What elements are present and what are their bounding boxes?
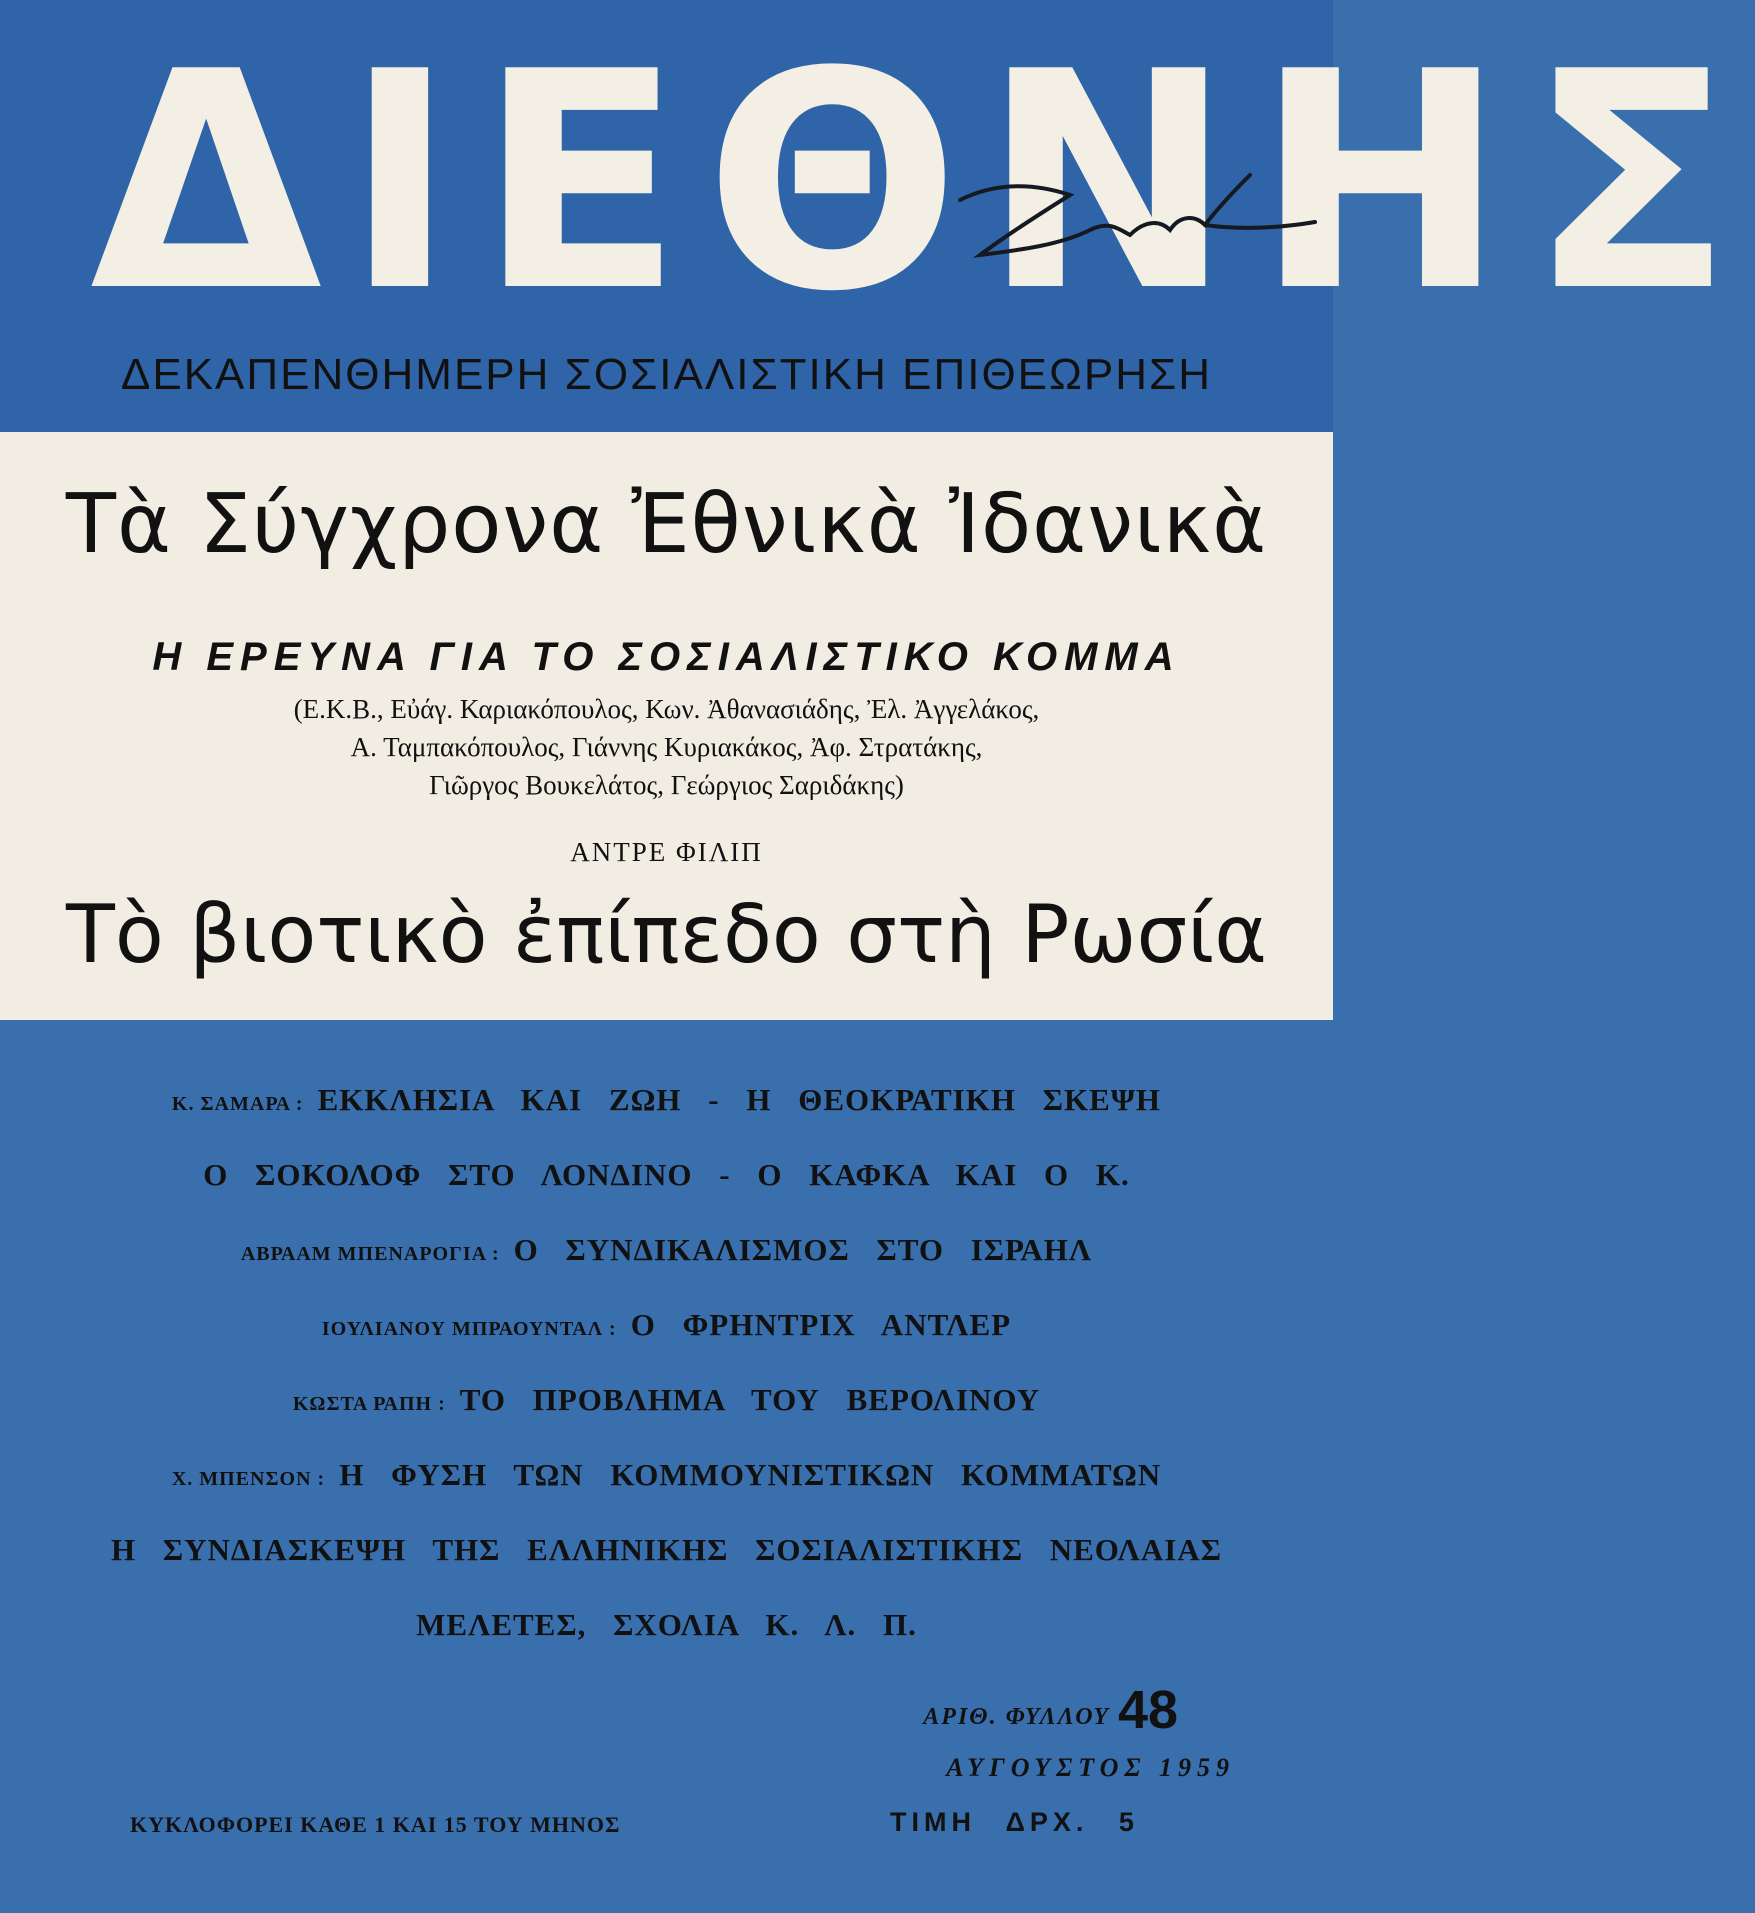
- participants-line: (Ε.Κ.Β., Εὐάγ. Καριακόπουλος, Κων. Ἀθανασιάδης, Ἐλ. Ἀγγελάκος,: [293, 694, 1040, 724]
- toc-item: [0, 1370, 1333, 1430]
- toc-item: [0, 1520, 1333, 1580]
- toc-item: [0, 1295, 1333, 1355]
- toc-item: [0, 1145, 1333, 1205]
- toc-item: [0, 1070, 1333, 1130]
- toc-title: Ο ΣΥΝΔΙΚΑΛΙΣΜΟΣ ΣΤΟ ΙΣΡΑΗΛ: [513, 1232, 1093, 1267]
- second-author: ΑΝΤΡΕ ΦΙΛΙΠ: [570, 837, 763, 867]
- magazine-title: ΔΙΕΘΝΗΣ: [90, 8, 1755, 357]
- toc-title: Ο ΦΡΗΝΤΡΙΧ ΑΝΤΛΕΡ: [630, 1307, 1012, 1342]
- magazine-subtitle: ΔΕΚΑΠΕΝΘΗΜΕΡΗ ΣΟΣΙΑΛΙΣΤΙΚΗ ΕΠΙΘΕΩΡΗΣΗ: [120, 350, 1213, 399]
- toc-item: [0, 1220, 1333, 1280]
- issue-label: ΑΡΙΘ. ΦΥΛΛΟΥ: [923, 1704, 1110, 1730]
- issue-number: 48: [1118, 1680, 1179, 1740]
- toc-title: ΤΟ ΠΡΟΒΛΗΜΑ ΤΟΥ ΒΕΡΟΛΙΝΟΥ: [459, 1382, 1041, 1417]
- toc-author: Χ. ΜΠΕΝΣΟΝ :: [171, 1468, 326, 1490]
- toc-author: ΑΒΡΑΑΜ ΜΠΕΝΑΡΟΓΙΑ :: [240, 1243, 500, 1265]
- participants-line: Γιῶργος Βουκελάτος, Γεώργιος Σαριδάκης): [429, 770, 904, 800]
- main-headline: Τὰ Σύγχρονα Ἐθνικὰ Ἰδανικὰ: [65, 477, 1268, 572]
- toc-author: ΙΟΥΛΙΑΝΟΥ ΜΠΡΑΟΥΝΤΑΛ :: [321, 1318, 617, 1340]
- publication-frequency: ΚΥΚΛΟΦΟΡΕΙ ΚΑΘΕ 1 ΚΑΙ 15 ΤΟΥ ΜΗΝΟΣ: [130, 1812, 621, 1837]
- price: ΤΙΜΗ ΔΡΧ. 5: [890, 1807, 1139, 1837]
- toc-title: ΜΕΛΕΤΕΣ, ΣΧΟΛΙΑ Κ. Λ. Π.: [416, 1607, 917, 1642]
- toc-title: Η ΣΥΝΔΙΑΣΚΕΨΗ ΤΗΣ ΕΛΛΗΝΙΚΗΣ ΣΟΣΙΑΛΙΣΤΙΚΗΣ ΝΕΟΛΑΙΑΣ: [111, 1532, 1222, 1567]
- toc-item: [0, 1445, 1333, 1505]
- participants-list: [100, 690, 1233, 804]
- toc-title: Ο ΣΟΚΟΛΟΦ ΣΤΟ ΛΟΝΔΙΝΟ - Ο ΚΑΦΚΑ ΚΑΙ Ο Κ.: [203, 1157, 1130, 1192]
- second-headline: Τὸ βιοτικὸ ἐπίπεδο στὴ Ρωσία: [65, 888, 1267, 981]
- toc-author: Κ. ΣΑΜΑΡΑ :: [171, 1093, 304, 1115]
- survey-title: Η ΕΡΕΥΝΑ ΓΙΑ ΤΟ ΣΟΣΙΑΛΙΣΤΙΚΟ ΚΟΜΜΑ: [152, 635, 1181, 679]
- toc-author: ΚΩΣΤΑ ΡΑΠΗ :: [292, 1393, 446, 1415]
- handwritten-signature: [920, 160, 1320, 280]
- toc-item: [0, 1595, 1333, 1655]
- toc-title: ΕΚΚΛΗΣΙΑ ΚΑΙ ΖΩΗ - Η ΘΕΟΚΡΑΤΙΚΗ ΣΚΕΨΗ: [317, 1082, 1162, 1117]
- toc-title: Η ΦΥΣΗ ΤΩΝ ΚΟΜΜΟΥΝΙΣΤΙΚΩΝ ΚΟΜΜΑΤΩΝ: [339, 1457, 1162, 1492]
- issue-date: ΑΥΓΟΥΣΤΟΣ 1959: [946, 1753, 1235, 1782]
- participants-line: Α. Ταμπακόπουλος, Γιάννης Κυριακάκος, Ἀφ. Στρατάκης,: [350, 732, 983, 762]
